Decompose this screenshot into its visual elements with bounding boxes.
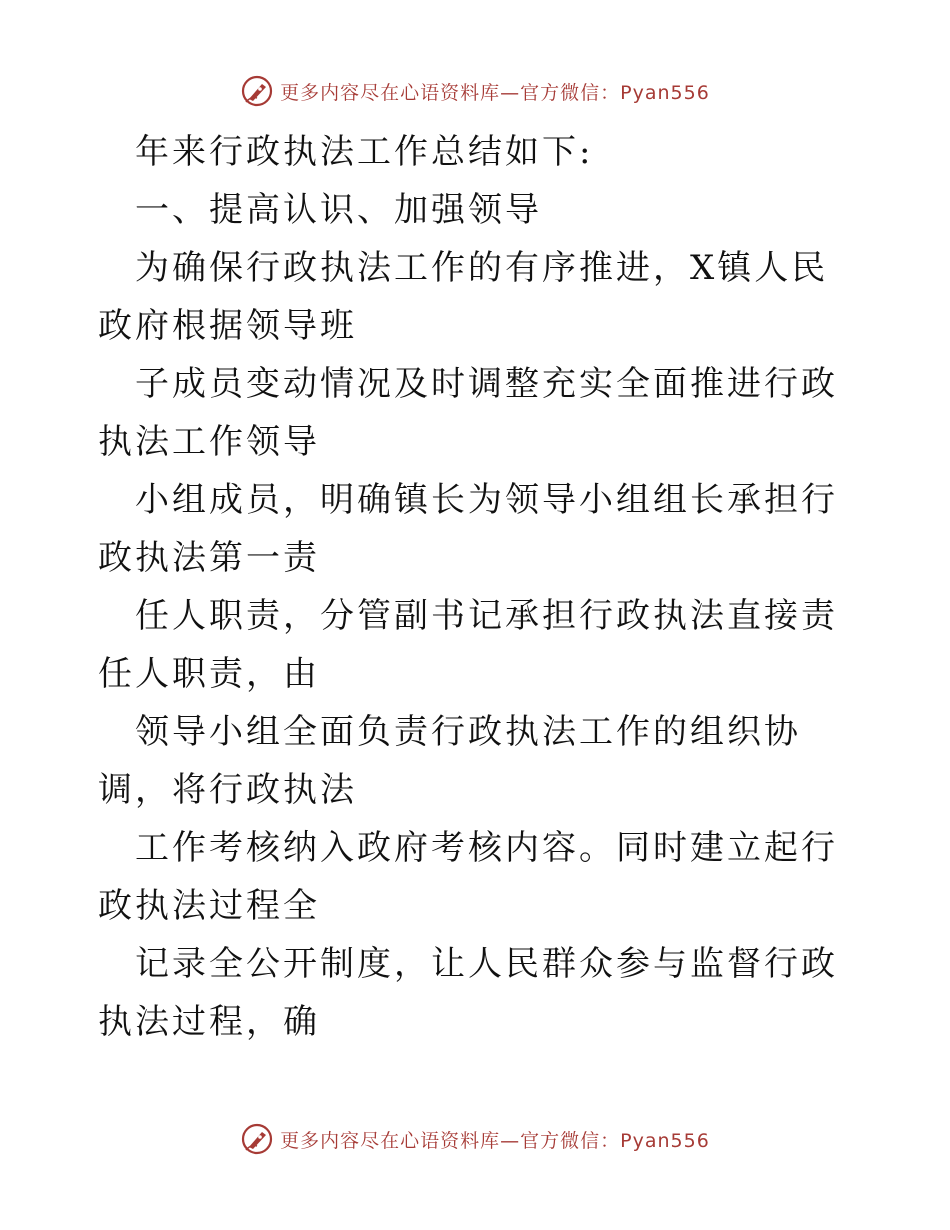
watermark-text: 更多内容尽在心语资料库—官方微信：Pyan556 [280, 1129, 710, 1152]
section-heading: 一、提高认识、加强领导 [135, 190, 542, 230]
paragraph: 工作考核纳入政府考核内容。同时建立起行政执法过程全 [98, 828, 838, 926]
paragraph: 任人职责，分管副书记承担行政执法直接责任人职责，由 [98, 596, 838, 694]
paragraph: 小组成员，明确镇长为领导小组组长承担行政执法第一责 [98, 480, 838, 578]
paragraph: 为确保行政执法工作的有序推进，X镇人民政府根据领导班 [98, 248, 829, 346]
paragraph: 领导小组全面负责行政执法工作的组织协调，将行政执法 [98, 712, 801, 810]
watermark-text: 更多内容尽在心语资料库—官方微信：Pyan556 [280, 81, 710, 104]
pen-nib-circle-icon [240, 74, 274, 108]
header-watermark [0, 74, 950, 108]
pen-nib-circle-icon [240, 1122, 274, 1156]
paragraph: 年来行政执法工作总结如下: [135, 132, 594, 172]
footer-watermark [0, 1122, 950, 1156]
paragraph: 记录全公开制度，让人民群众参与监督行政执法过程，确 [98, 944, 838, 1042]
paragraph: 子成员变动情况及时调整充实全面推进行政执法工作领导 [98, 364, 838, 462]
document-body [98, 123, 858, 1051]
